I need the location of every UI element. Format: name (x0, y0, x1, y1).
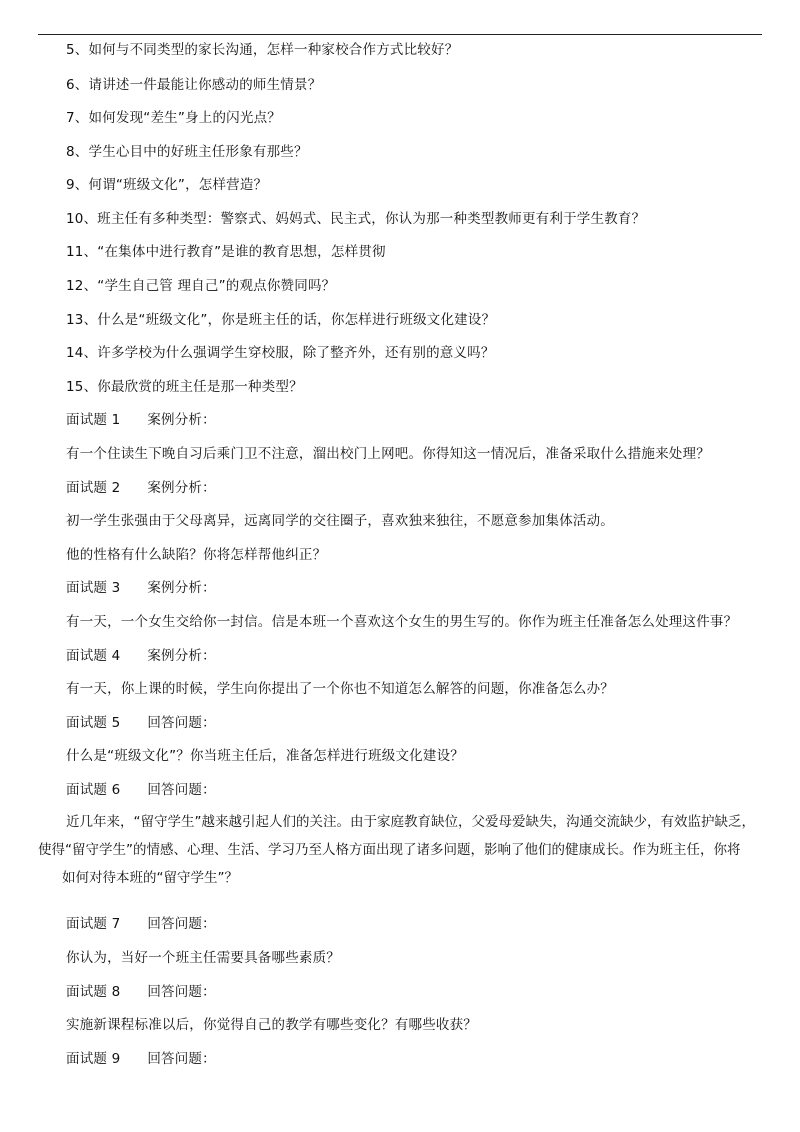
question-8: 8、学生心目中的好班主任形象有那些？ (66, 144, 308, 160)
question-15: 15、你最欣赏的班主任是那一种类型？ (66, 379, 303, 395)
interview-7-heading: 面试题 7 回答问题： (66, 916, 216, 932)
paragraph-line-3: 如何对待本班的“留守学生”？ (62, 870, 238, 886)
question-10: 10、班主任有多种类型：警察式、妈妈式、民主式，你认为那一种类型教师更有利于学生教育？ (66, 211, 646, 227)
question-6: 6、请讲述一件最能让你感动的师生情景？ (66, 77, 322, 93)
interview-8-text: 实施新课程标准以后，你觉得自己的教学有哪些变化？有哪些收获？ (66, 1017, 477, 1033)
question-12: 12、“学生自己管 理自己”的观点你赞同吗？ (66, 278, 336, 294)
interview-3-text: 有一天，一个女生交给你一封信。信是本班一个喜欢这个女生的男生写的。你作为班主任准备怎么处理这件事？ (66, 614, 738, 630)
interview-4-text: 有一天，你上课的时候，学生向你提出了一个你也不知道怎么解答的问题，你准备怎么办？ (66, 681, 614, 697)
question-13: 13、什么是“班级文化”，你是班主任的话，你怎样进行班级文化建设？ (66, 312, 496, 328)
interview-8-heading: 面试题 8 回答问题： (66, 984, 216, 1000)
interview-6-heading: 面试题 6 回答问题： (66, 782, 216, 798)
interview-3-heading: 面试题 3 案例分析： (66, 580, 216, 596)
interview-5-text: 什么是“班级文化”？你当班主任后，准备怎样进行班级文化建设？ (66, 748, 464, 764)
question-14: 14、许多学校为什么强调学生穿校服，除了整齐外，还有别的意义吗？ (66, 345, 495, 361)
interview-2-question: 他的性格有什么缺陷？你将怎样帮他纠正？ (66, 547, 327, 563)
interview-1-text: 有一个住读生下晚自习后乘门卫不注意，溜出校门上网吧。你得知这一情况后，准备采取什么措施来处理？ (66, 446, 710, 462)
question-5: 5、如何与不同类型的家长沟通，怎样一种家校合作方式比较好？ (66, 42, 459, 58)
interview-2-text: 初一学生张强由于父母离异，远离同学的交往圈子，喜欢独来独往，不愿意参加集体活动。 (66, 513, 614, 529)
paragraph-line-1: 近几年来，“留守学生”越来越引起人们的关注。由于家庭教育缺位，父爱母爱缺失，沟通交流缺少，有效监护缺乏， (66, 814, 755, 830)
interview-2-heading: 面试题 2 案例分析： (66, 480, 216, 496)
question-7: 7、如何发现“差生”身上的闪光点？ (66, 110, 281, 126)
question-11: 11、“在集体中进行教育”是谁的教育思想，怎样贯彻 (66, 244, 386, 260)
header-rule (38, 34, 762, 35)
interview-7-text: 你认为，当好一个班主任需要具备哪些素质？ (66, 950, 340, 966)
interview-1-heading: 面试题 1 案例分析： (66, 412, 216, 428)
question-9: 9、何谓“班级文化”，怎样营造？ (66, 177, 268, 193)
paragraph-line-2: 使得“留守学生”的情感、心理、生活、学习乃至人格方面出现了诸多问题，影响了他们的健康成长。作为班主任，你将 (38, 842, 741, 858)
interview-5-heading: 面试题 5 回答问题： (66, 715, 216, 731)
interview-4-heading: 面试题 4 案例分析： (66, 648, 216, 664)
interview-9-heading: 面试题 9 回答问题： (66, 1051, 216, 1067)
interview-6-paragraph (38, 808, 776, 892)
